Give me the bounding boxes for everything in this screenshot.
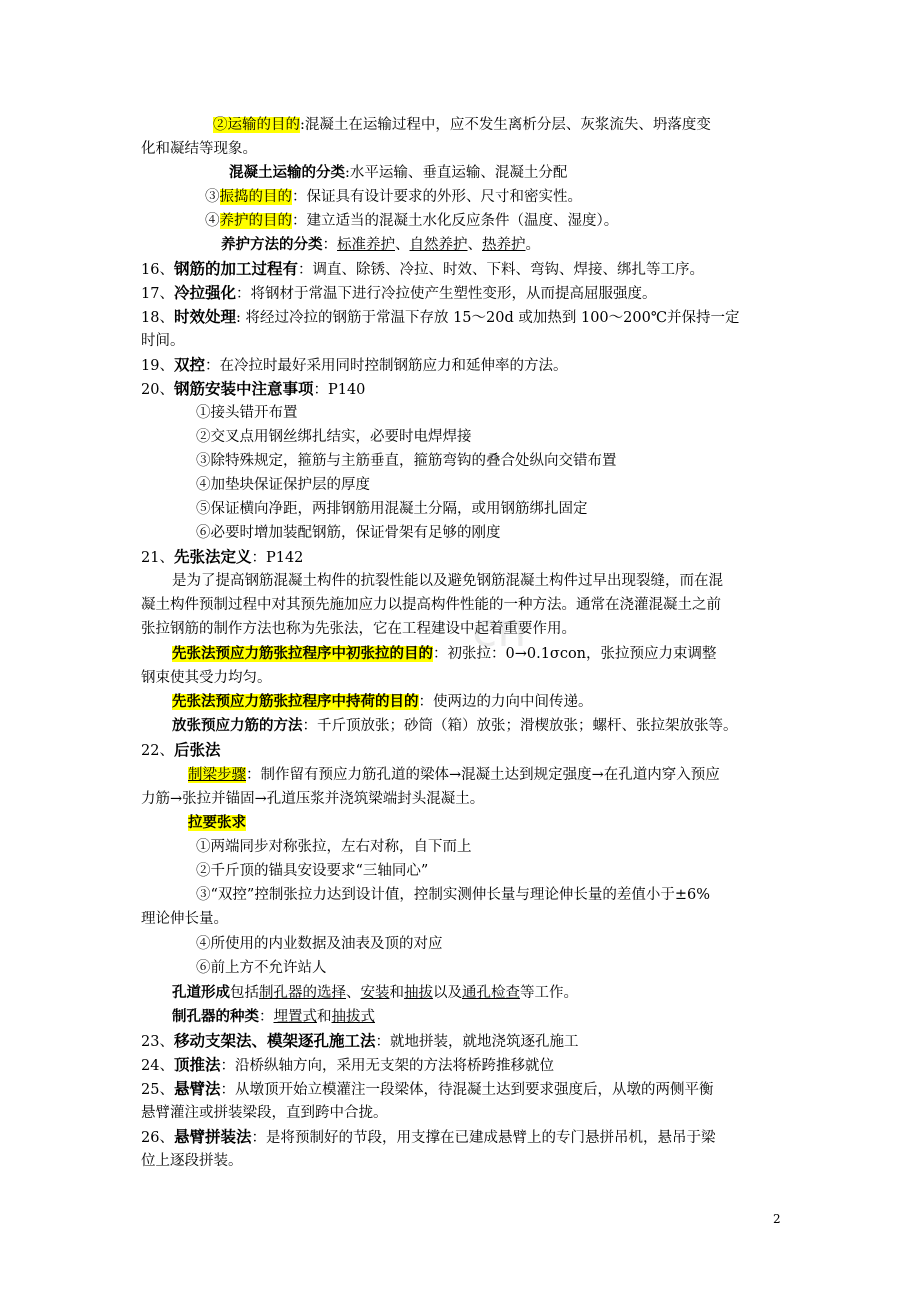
line-2: 化和凝结等现象。 [141,141,257,157]
text: ：保证具有设计要求的外形、尺寸和密实性。 [292,189,582,205]
item-25 [141,1080,713,1099]
text: ：是将预制好的节段，用支撑在已建成悬臂上的专门悬拼吊机，悬吊于梁 [251,1130,716,1146]
bold-term: 制孔器的种类 [172,1009,259,1025]
list-item: ③除特殊规定，箍筋与主筋垂直，箍筋弯钩的叠合处纵向交错布置 [196,453,617,469]
highlight-vibration-purpose: 振捣的目的 [219,189,292,205]
num: 23、 [141,1034,174,1050]
text: ：从墩顶开始立模灌注一段梁体，待混凝土达到要求强度后，从墩的两侧平衡 [220,1082,714,1098]
underline-term: 自然养护 [409,237,468,253]
underline-term: 抽拔 [404,985,433,1001]
list-item: ⑥前上方不允许站人 [196,960,327,976]
line-transport-types [229,164,567,182]
heading: 冷拉强化 [173,284,236,302]
text: 包括 [230,985,259,1001]
text: ：沿桥纵轴方向，采用无支架的方法将桥跨推移就位 [220,1058,554,1074]
paragraph-line: 位上逐段拼装。 [141,1153,243,1169]
num: 21、 [141,550,174,566]
heading: 顶推法 [173,1056,221,1074]
highlight-term: 先张法预应力筋张拉程序中初张拉的目的 [172,646,433,662]
heading: 悬臂拼装法 [173,1128,252,1146]
line-vibration-purpose [205,188,582,206]
text: ：P142 [251,550,304,566]
heading: 移动支架法、模架逐孔施工法 [173,1032,376,1050]
num: 25、 [141,1082,174,1098]
text: : 将经过冷拉的钢筋于常温下存放 15～20d 或加热到 100～200℃并保持一定 [235,310,740,326]
text: ： [259,1009,274,1025]
heading: 钢筋的加工过程有 [173,260,298,278]
paragraph-line: 悬臂灌注或拼装梁段，直到跨中合拢。 [141,1105,388,1121]
highlight-transport-purpose: ②运输的目的 [213,117,300,133]
num: ③ [205,189,220,205]
text: 以及 [433,985,462,1001]
highlight-term: 拉要张求 [188,815,246,831]
item-19 [141,356,567,375]
item-24 [141,1056,554,1075]
list-item: ②千斤顶的锚具安设要求“三轴同心” [196,863,429,879]
num: 22、 [141,743,174,759]
bold-term: 混凝土运输的分类 [229,165,345,181]
bold-term: 放张预应力筋的方法 [172,718,303,734]
item-18 [141,308,740,327]
heading: 悬臂法 [173,1080,221,1098]
text: ：制作留有预应力筋孔道的梁体→混凝土达到规定强度→在孔道内穿入预应 [246,767,720,783]
text: 、 [467,237,482,253]
watermark: cn [472,603,527,657]
item-17 [141,284,656,303]
heading: 先张法定义 [173,548,252,566]
paragraph-line: 凝土构件预制过程中对其预先施加应力以提高构件性能的一种方法。通常在浇灌混凝土之前 [141,597,721,613]
list-item: ④加垫块保证保护层的厚度 [196,477,370,493]
line-curing-purpose [205,212,618,230]
text: ：P140 [313,382,366,398]
item-22 [141,741,220,760]
line-tension-requirements [188,814,246,832]
paragraph-line: 力筋→张拉并锚固→孔道压浆并浇筑梁端封头混凝土。 [141,791,485,807]
text: ：千斤顶放张；砂筒（箱）放张；滑楔放张；螺杆、张拉架放张等。 [302,718,738,734]
paragraph-line: 钢束使其受力均匀。 [141,670,272,686]
num: ④ [205,213,220,229]
list-item: ④所使用的内业数据及油表及顶的对应 [196,936,443,952]
line-duct-former-types [172,1008,375,1026]
text: ：建立适当的混凝土水化反应条件（温度、湿度）。 [292,213,619,229]
item-23 [141,1032,578,1051]
paragraph-line: 是为了提高钢筋混凝土构件的抗裂性能以及避免钢筋混凝土构件过早出现裂缝，而在混 [172,573,723,589]
bold-term: 养护方法的分类 [221,237,323,253]
line-10: 时间。 [141,333,185,349]
list-item: ①接头错开布置 [196,405,298,421]
num: 16、 [141,262,174,278]
heading: 后张法 [173,741,221,759]
num: 24、 [141,1058,174,1074]
text: :水平运输、垂直运输、混凝土分配 [345,165,568,181]
paragraph-line: 张拉钢筋的制作方法也称为先张法，它在工程建设中起着重要作用。 [141,621,576,637]
underline-term: 埋置式 [273,1009,317,1025]
num: 20、 [141,382,174,398]
text: ： [322,237,337,253]
heading: 时效处理 [173,308,236,326]
list-item: ②交叉点用钢丝绑扎结实，必要时电焊焊接 [196,429,472,445]
line-initial-tension [172,645,717,663]
text: ：调直、除锈、冷拉、时效、下料、弯钩、焊接、绑扎等工序。 [297,262,704,278]
item-20 [141,380,365,399]
text: 。 [525,237,540,253]
page-number: 2 [773,1212,781,1226]
underline-term: 抽拔式 [331,1009,375,1025]
text: :混凝土在运输过程中，应不发生离析分层、灰浆流失、坍落度变 [300,117,711,133]
highlight-term: 制梁步骤 [188,767,246,783]
text: 和 [389,985,404,1001]
heading: 双控 [173,356,205,374]
underline-term: 制孔器的选择 [259,985,346,1001]
text: 、 [346,985,361,1001]
paragraph-line: 理论伸长量。 [141,911,228,927]
bold-term: 孔道形成 [172,985,230,1001]
text: ：在冷拉时最好采用同时控制钢筋应力和延伸率的方法。 [204,358,568,374]
text: 和 [317,1009,332,1025]
text: 、 [395,237,410,253]
text: ：使两边的力向中间传递。 [418,694,593,710]
num: 19、 [141,358,174,374]
text: ：就地拼装，就地浇筑逐孔施工 [375,1034,579,1050]
list-item: ⑤保证横向净距，两排钢筋用混凝土分隔，或用钢筋绑扎固定 [196,501,588,517]
text: 等工作。 [520,985,578,1001]
list-item: ⑥必要时增加装配钢筋，保证骨架有足够的刚度 [196,525,501,541]
line-curing-types [221,236,540,254]
line-transport-purpose [213,116,711,134]
num: 17、 [141,286,174,302]
list-item: ①两端同步对称张拉，左右对称，自下而上 [196,839,472,855]
line-release-methods [172,717,738,735]
text: ：将钢材于常温下进行冷拉使产生塑性变形，从而提高屈服强度。 [235,286,657,302]
num: 18、 [141,310,174,326]
num: 26、 [141,1130,174,1146]
highlight-term: 先张法预应力筋张拉程序中持荷的目的 [172,694,419,710]
line-holding-load [172,693,593,711]
underline-term: 通孔检查 [462,985,520,1001]
text: ：初张拉：0→0.1σcon，张拉预应力束调整 [433,646,717,662]
item-21 [141,548,303,567]
list-item: ③“双控”控制张拉力达到设计值，控制实测伸长量与理论伸长量的差值小于±6% [196,887,710,903]
item-16 [141,260,704,279]
underline-term: 安装 [360,985,390,1001]
heading: 钢筋安装中注意事项 [173,380,314,398]
item-26 [141,1128,715,1147]
highlight-curing-purpose: 养护的目的 [219,213,292,229]
underline-term: 标准养护 [337,237,395,253]
line-duct-forming [172,984,578,1002]
underline-term: 热养护 [482,237,526,253]
line-beam-steps [188,766,720,784]
